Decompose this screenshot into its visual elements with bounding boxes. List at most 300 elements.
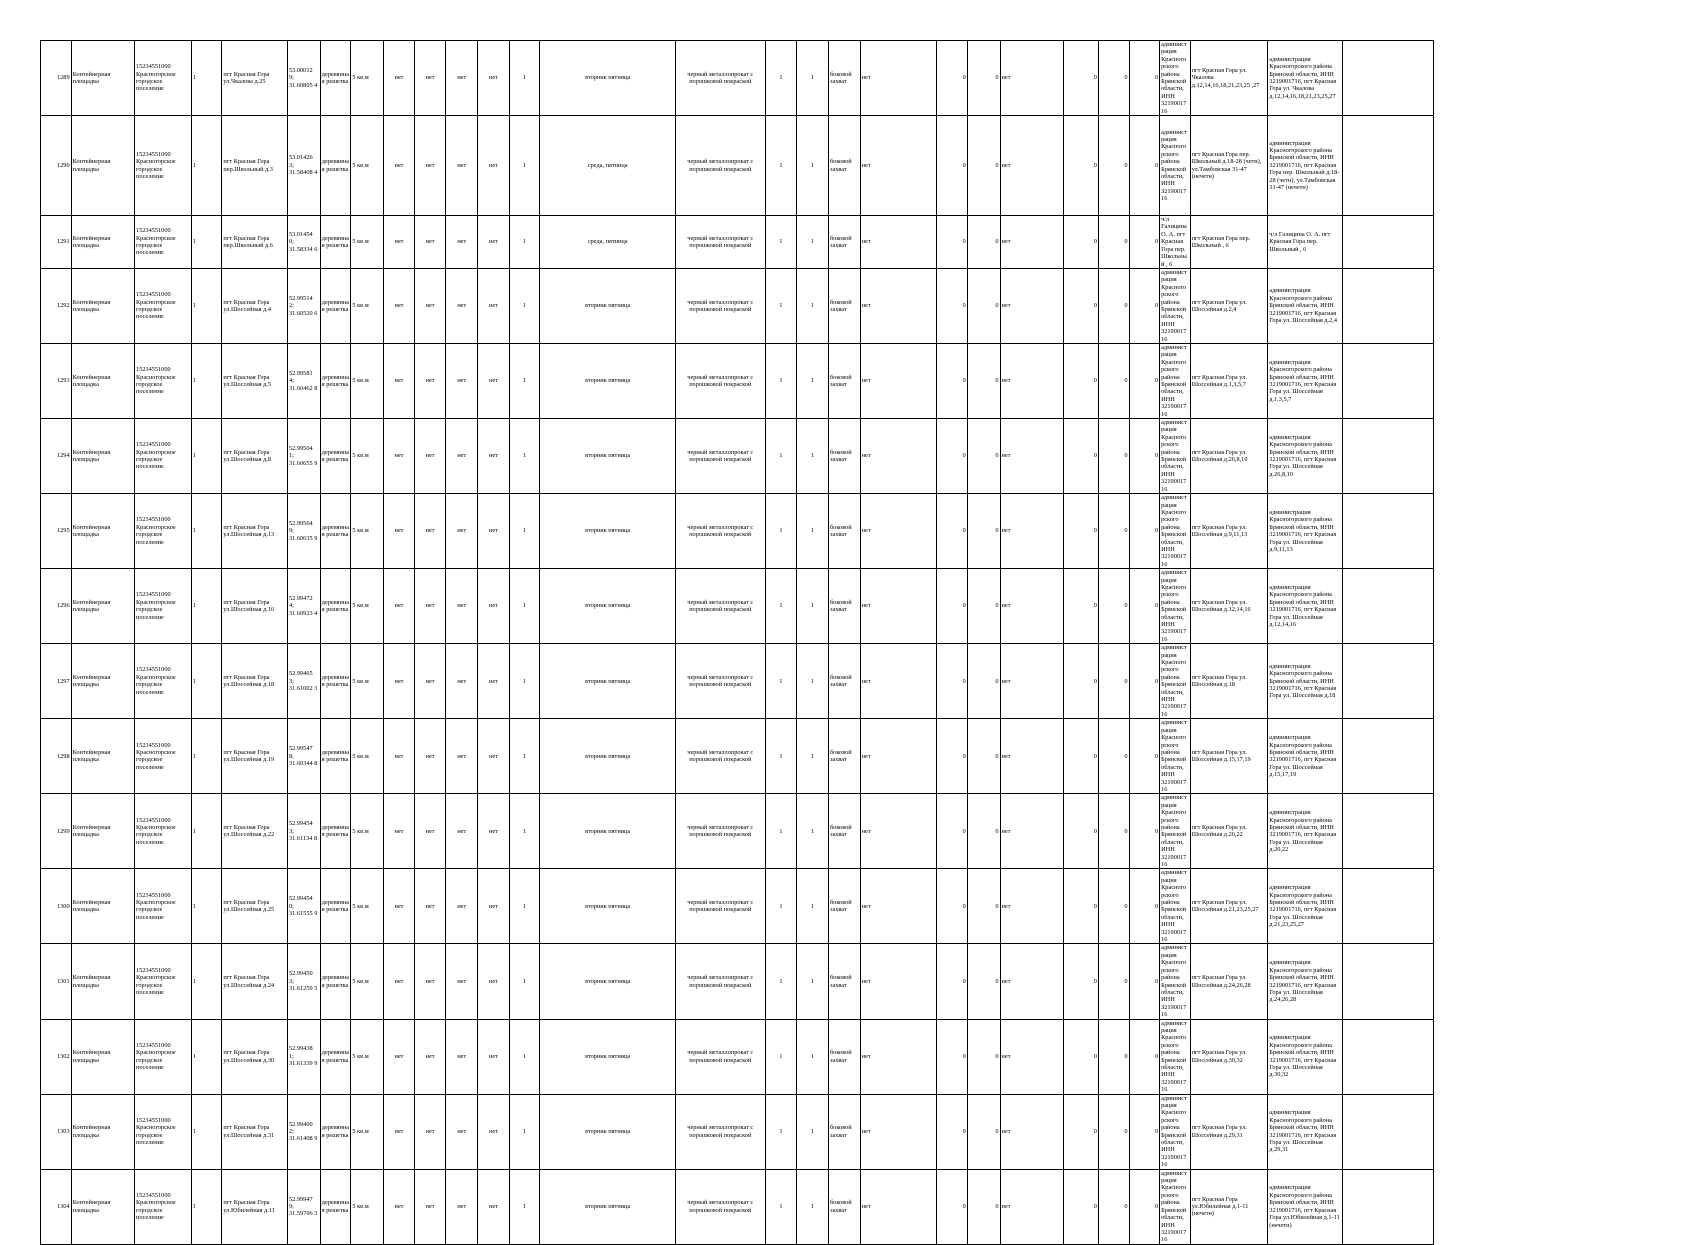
cell-src: пгт Красная Гора ул. Шоссейная д.29,31 — [1190, 1094, 1268, 1169]
cell-v1: 1 — [765, 944, 797, 1019]
cell-owner: администрация Красногорского района Брянской области, ИНН 3219001716 — [1160, 494, 1191, 569]
cell-type: Контейнерная площадка — [71, 216, 134, 269]
cell-z4: 0 — [1098, 116, 1129, 216]
cell-z3: 0 — [1063, 494, 1098, 569]
cell-addr: пгт Красная Гора пер.Школьный д.6 — [222, 216, 288, 269]
cell-v2: 1 — [797, 343, 829, 418]
cell-spacer — [1342, 343, 1434, 418]
cell-coord: 52.99547 8; 31.60344 8 — [288, 719, 321, 794]
cell-num: 1299 — [41, 794, 72, 869]
cell-z5: 0 — [1129, 794, 1160, 869]
cell-n1: нет — [384, 268, 415, 343]
cell-oktmo: 15234551000 Красногорское городское поселение — [134, 1169, 191, 1244]
cell-num: 1300 — [41, 869, 72, 944]
cell-z2: 0 — [967, 1019, 1000, 1094]
table-row — [41, 869, 1437, 944]
cell-area: 5 кв.м — [351, 644, 384, 719]
cell-cnt: 1 — [509, 644, 540, 719]
cell-area: 5 кв.м — [351, 944, 384, 1019]
table-row — [41, 216, 1437, 269]
cell-v2: 1 — [797, 216, 829, 269]
cell-n2: нет — [414, 869, 446, 944]
cell-load: боковой захват — [828, 1094, 860, 1169]
cell-z1: 0 — [937, 869, 968, 944]
cell-n2: нет — [414, 944, 446, 1019]
cell-oktmo: 15234551000 Красногорское городское поселение — [134, 343, 191, 418]
cell-coord: 52.99400 2; 31.61408 9 — [288, 1094, 321, 1169]
cell-n2: нет — [414, 569, 446, 644]
cell-z1: 0 — [937, 494, 968, 569]
cell-coord: 52.99465 3; 31.61002 3 — [288, 644, 321, 719]
cell-q1: нет — [860, 569, 937, 644]
cell-num: 1302 — [41, 1019, 72, 1094]
cell-spacer — [1342, 944, 1434, 1019]
cell-type: Контейнерная площадка — [71, 116, 134, 216]
cell-coord: 53.00012 9; 31.60805 4 — [288, 41, 321, 116]
cell-num: 1297 — [41, 644, 72, 719]
cell-cover: деревянна я решетка — [320, 869, 351, 944]
cell-spacer — [1342, 719, 1434, 794]
cell-c4: 1 — [191, 343, 222, 418]
cell-coord: 52.99438 1; 31.61339 9 — [288, 1019, 321, 1094]
cell-z1: 0 — [937, 719, 968, 794]
cell-days: вторник пятница — [540, 944, 676, 1019]
cell-load: боковой захват — [828, 41, 860, 116]
cell-cnt: 1 — [509, 116, 540, 216]
cell-type: Контейнерная площадка — [71, 41, 134, 116]
cell-cont: черный металлопрокат с порошковой покраской — [675, 268, 765, 343]
cell-addr: пгт Красная Гора ул.Шоссейная д.4 — [222, 268, 288, 343]
cell-c4: 1 — [191, 1169, 222, 1244]
cell-v2: 1 — [797, 1169, 829, 1244]
table-row — [41, 794, 1437, 869]
cell-q2: нет — [1000, 494, 1063, 569]
cell-days: вторник пятница — [540, 41, 676, 116]
cell-spacer — [1342, 268, 1434, 343]
cell-n1: нет — [384, 569, 415, 644]
cell-oktmo: 15234551000 Красногорское городское поселение — [134, 268, 191, 343]
cell-cnt: 1 — [509, 1094, 540, 1169]
cell-q1: нет — [860, 719, 937, 794]
cell-cont: черный металлопрокат с порошковой покраской — [675, 944, 765, 1019]
cell-z1: 0 — [937, 216, 968, 269]
cell-n2: нет — [414, 644, 446, 719]
cell-days: вторник пятница — [540, 1094, 676, 1169]
cell-n3: нет — [446, 719, 478, 794]
cell-n3: нет — [446, 1169, 478, 1244]
cell-v1: 1 — [765, 343, 797, 418]
cell-num: 1290 — [41, 116, 72, 216]
cell-full: администрация Красногорского района Брянской области, ИНН 3219001716, пгт Красная Гора ул. Шоссейная д.2,4 — [1268, 268, 1342, 343]
cell-q2: нет — [1000, 1169, 1063, 1244]
cell-z5: 0 — [1129, 1019, 1160, 1094]
cell-z3: 0 — [1063, 944, 1098, 1019]
cell-full: администрация Красногорского района Брянской области, ИНН 3219001716, пгт Красная Гора ул. Шоссейная д.15,17,19 — [1268, 719, 1342, 794]
cell-cover: деревянна я решетка — [320, 343, 351, 418]
cell-area: 5 кв.м — [351, 343, 384, 418]
cell-area: 5 кв.м — [351, 569, 384, 644]
table-row — [41, 419, 1437, 494]
cell-c4: 1 — [191, 644, 222, 719]
cell-cont: черный металлопрокат с порошковой покраской — [675, 1169, 765, 1244]
cell-z4: 0 — [1098, 494, 1129, 569]
cell-z4: 0 — [1098, 419, 1129, 494]
cell-q2: нет — [1000, 116, 1063, 216]
cell-area: 5 кв.м — [351, 268, 384, 343]
cell-cont: черный металлопрокат с порошковой покраской — [675, 494, 765, 569]
cell-v2: 1 — [797, 1019, 829, 1094]
cell-z3: 0 — [1063, 794, 1098, 869]
cell-v1: 1 — [765, 494, 797, 569]
cell-cnt: 1 — [509, 1169, 540, 1244]
cell-src: пгт Красная Гора ул.Юбилейная д.1-11 (нечетн) — [1190, 1169, 1268, 1244]
cell-n3: нет — [446, 41, 478, 116]
cell-q2: нет — [1000, 41, 1063, 116]
cell-v1: 1 — [765, 41, 797, 116]
cell-load: боковой захват — [828, 494, 860, 569]
cell-v2: 1 — [797, 644, 829, 719]
cell-owner: администрация Красногорского района Брянской области, ИНН 3219001716 — [1160, 268, 1191, 343]
cell-n3: нет — [446, 116, 478, 216]
cell-spacer — [1342, 794, 1434, 869]
cell-q1: нет — [860, 644, 937, 719]
cell-load: боковой захват — [828, 1169, 860, 1244]
cell-n1: нет — [384, 794, 415, 869]
table-row — [41, 1169, 1437, 1244]
cell-v1: 1 — [765, 794, 797, 869]
cell-oktmo: 15234551000 Красногорское городское поселение — [134, 644, 191, 719]
cell-z2: 0 — [967, 116, 1000, 216]
cell-v2: 1 — [797, 569, 829, 644]
cell-days: вторник пятница — [540, 569, 676, 644]
cell-v1: 1 — [765, 1169, 797, 1244]
cell-oktmo: 15234551000 Красногорское городское поселение — [134, 944, 191, 1019]
cell-full: администрация Красногорского района Брянской области, ИНН 3219001716, пгт Красная Гора ул. Шоссейная д.26,8,10 — [1268, 419, 1342, 494]
cell-area: 5 кв.м — [351, 1169, 384, 1244]
cell-load: боковой захват — [828, 944, 860, 1019]
cell-cover: деревянна я решетка — [320, 41, 351, 116]
cell-z5: 0 — [1129, 569, 1160, 644]
cell-n2: нет — [414, 419, 446, 494]
cell-coord: 52.99472 4; 31.60923 4 — [288, 569, 321, 644]
cell-n4: нет — [478, 216, 510, 269]
cell-z4: 0 — [1098, 944, 1129, 1019]
cell-cont: черный металлопрокат с порошковой покраской — [675, 343, 765, 418]
cell-cnt: 1 — [509, 216, 540, 269]
cell-src: пгт Красная Гора ул. Шоссейная д.18 — [1190, 644, 1268, 719]
table-row — [41, 569, 1437, 644]
cell-addr: пгт Красная Гора пер.Школьный д.3 — [222, 116, 288, 216]
cell-n4: нет — [478, 268, 510, 343]
cell-owner: администрация Красногорского района Брянской области, ИНН 3219001716 — [1160, 644, 1191, 719]
table-row — [41, 494, 1437, 569]
cell-cover: деревянна я решетка — [320, 268, 351, 343]
cell-coord: 52.99450 3; 31.61259 5 — [288, 944, 321, 1019]
cell-full: администрация Красногорского района Брянской области, ИНН 3219001716, пгт Красная Гора ул. Шоссейная д.24,26,28 — [1268, 944, 1342, 1019]
cell-n2: нет — [414, 1019, 446, 1094]
cell-z2: 0 — [967, 343, 1000, 418]
cell-addr: пгт Красная Гора ул.Чкалова д.25 — [222, 41, 288, 116]
cell-z5: 0 — [1129, 41, 1160, 116]
cell-src: пгт Красная Гора ул. Шоссейная д.24,26,28 — [1190, 944, 1268, 1019]
cell-n2: нет — [414, 216, 446, 269]
cell-cover: деревянна я решетка — [320, 794, 351, 869]
cell-c4: 1 — [191, 116, 222, 216]
cell-v1: 1 — [765, 268, 797, 343]
cell-z1: 0 — [937, 944, 968, 1019]
cell-q1: нет — [860, 869, 937, 944]
cell-addr: пгт Красная Гора ул.Шоссейная д.8 — [222, 419, 288, 494]
cell-n3: нет — [446, 216, 478, 269]
cell-type: Контейнерная площадка — [71, 569, 134, 644]
cell-type: Контейнерная площадка — [71, 1019, 134, 1094]
cell-v2: 1 — [797, 869, 829, 944]
cell-z1: 0 — [937, 268, 968, 343]
cell-spacer — [1342, 1169, 1434, 1244]
cell-n4: нет — [478, 41, 510, 116]
cell-n1: нет — [384, 419, 415, 494]
cell-days: вторник пятница — [540, 419, 676, 494]
cell-oktmo: 15234551000 Красногорское городское поселение — [134, 719, 191, 794]
cell-n2: нет — [414, 116, 446, 216]
cell-q2: нет — [1000, 869, 1063, 944]
cell-q1: нет — [860, 1169, 937, 1244]
cell-type: Контейнерная площадка — [71, 869, 134, 944]
cell-z3: 0 — [1063, 41, 1098, 116]
cell-src: пгт Красная Гора ул. Шоссейная д.12,14,16 — [1190, 569, 1268, 644]
cell-n2: нет — [414, 794, 446, 869]
cell-n3: нет — [446, 494, 478, 569]
cell-v2: 1 — [797, 268, 829, 343]
table-row — [41, 644, 1437, 719]
cell-q1: нет — [860, 116, 937, 216]
cell-z3: 0 — [1063, 1094, 1098, 1169]
cell-owner: администрация Красногорского района Брянской области, ИНН 3219001716 — [1160, 1019, 1191, 1094]
cell-q2: нет — [1000, 216, 1063, 269]
cell-num: 1289 — [41, 41, 72, 116]
cell-z3: 0 — [1063, 644, 1098, 719]
cell-q2: нет — [1000, 719, 1063, 794]
cell-q1: нет — [860, 1094, 937, 1169]
cell-oktmo: 15234551000 Красногорское городское поселение — [134, 869, 191, 944]
cell-cont: черный металлопрокат с порошковой покраской — [675, 419, 765, 494]
cell-days: среда, пятница — [540, 116, 676, 216]
cell-q1: нет — [860, 41, 937, 116]
cell-area: 5 кв.м — [351, 41, 384, 116]
cell-z3: 0 — [1063, 1019, 1098, 1094]
cell-coord: 52.99514 2; 31.60520 6 — [288, 268, 321, 343]
cell-c4: 1 — [191, 419, 222, 494]
cell-z1: 0 — [937, 1019, 968, 1094]
cell-n4: нет — [478, 944, 510, 1019]
cell-addr: пгт Красная Гора ул.Шоссейная д.16 — [222, 569, 288, 644]
cell-z5: 0 — [1129, 719, 1160, 794]
cell-type: Контейнерная площадка — [71, 719, 134, 794]
cell-c4: 1 — [191, 494, 222, 569]
cell-n2: нет — [414, 1169, 446, 1244]
cell-n1: нет — [384, 494, 415, 569]
cell-q1: нет — [860, 419, 937, 494]
cell-q1: нет — [860, 944, 937, 1019]
cell-coord: 52.99564 9; 31.60635 9 — [288, 494, 321, 569]
cell-z4: 0 — [1098, 268, 1129, 343]
cell-v1: 1 — [765, 216, 797, 269]
cell-cover: деревянна я решетка — [320, 944, 351, 1019]
cell-n3: нет — [446, 419, 478, 494]
cell-z4: 0 — [1098, 41, 1129, 116]
cell-c4: 1 — [191, 268, 222, 343]
cell-n3: нет — [446, 644, 478, 719]
cell-n4: нет — [478, 494, 510, 569]
cell-src: пгт Красная Гора ул. Шоссейная д.2,4 — [1190, 268, 1268, 343]
cell-v1: 1 — [765, 569, 797, 644]
cell-type: Контейнерная площадка — [71, 419, 134, 494]
table-row — [41, 1094, 1437, 1169]
cell-days: вторник пятница — [540, 1169, 676, 1244]
cell-cover: деревянна я решетка — [320, 1169, 351, 1244]
cell-spacer — [1342, 494, 1434, 569]
cell-z5: 0 — [1129, 116, 1160, 216]
cell-area: 5 кв.м — [351, 494, 384, 569]
cell-area: 5 кв.м — [351, 794, 384, 869]
cell-num: 1292 — [41, 268, 72, 343]
cell-owner: администрация Красногорского района Брянской области, ИНН 3219001716 — [1160, 41, 1191, 116]
cell-type: Контейнерная площадка — [71, 944, 134, 1019]
cell-q2: нет — [1000, 794, 1063, 869]
cell-src: пгт Красная Гора ул. Шоссейная д.9,11,13 — [1190, 494, 1268, 569]
cell-z2: 0 — [967, 1169, 1000, 1244]
cell-days: среда, пятница — [540, 216, 676, 269]
cell-n1: нет — [384, 869, 415, 944]
cell-n2: нет — [414, 494, 446, 569]
cell-days: вторник пятница — [540, 719, 676, 794]
cell-type: Контейнерная площадка — [71, 794, 134, 869]
cell-oktmo: 15234551000 Красногорское городское поселение — [134, 116, 191, 216]
cell-c4: 1 — [191, 1094, 222, 1169]
cell-z3: 0 — [1063, 569, 1098, 644]
cell-n4: нет — [478, 116, 510, 216]
cell-z1: 0 — [937, 1169, 968, 1244]
cell-cnt: 1 — [509, 719, 540, 794]
cell-n3: нет — [446, 268, 478, 343]
cell-n3: нет — [446, 1094, 478, 1169]
cell-type: Контейнерная площадка — [71, 268, 134, 343]
cell-coord: 52.99454 0; 31.61555 9 — [288, 869, 321, 944]
cell-cont: черный металлопрокат с порошковой покраской — [675, 569, 765, 644]
cell-days: вторник пятница — [540, 869, 676, 944]
cell-q2: нет — [1000, 644, 1063, 719]
cell-c4: 1 — [191, 569, 222, 644]
cell-cover: деревянна я решетка — [320, 419, 351, 494]
cell-z3: 0 — [1063, 869, 1098, 944]
cell-load: боковой захват — [828, 343, 860, 418]
cell-cont: черный металлопрокат с порошковой покраской — [675, 216, 765, 269]
cell-v1: 1 — [765, 419, 797, 494]
cell-cnt: 1 — [509, 343, 540, 418]
cell-c4: 1 — [191, 719, 222, 794]
cell-cover: деревянна я решетка — [320, 644, 351, 719]
cell-q1: нет — [860, 494, 937, 569]
table-row — [41, 41, 1437, 116]
cell-spacer — [1342, 216, 1434, 269]
cell-n1: нет — [384, 41, 415, 116]
cell-z3: 0 — [1063, 419, 1098, 494]
cell-load: боковой захват — [828, 869, 860, 944]
cell-cont: черный металлопрокат с порошковой покраской — [675, 116, 765, 216]
cell-z2: 0 — [967, 794, 1000, 869]
cell-spacer — [1342, 644, 1434, 719]
cell-cnt: 1 — [509, 41, 540, 116]
registry-table — [40, 40, 1437, 1245]
cell-area: 5 кв.м — [351, 419, 384, 494]
cell-z4: 0 — [1098, 644, 1129, 719]
cell-z4: 0 — [1098, 343, 1129, 418]
cell-cont: черный металлопрокат с порошковой покраской — [675, 644, 765, 719]
cell-owner: администрация Красногорского района Брянской области, ИНН 3219001716 — [1160, 719, 1191, 794]
cell-v2: 1 — [797, 494, 829, 569]
cell-load: боковой захват — [828, 268, 860, 343]
cell-z3: 0 — [1063, 1169, 1098, 1244]
cell-addr: пгт Красная Гора ул.Шоссейная д.30 — [222, 1019, 288, 1094]
cell-coord: 52.99504 1; 31.60655 9 — [288, 419, 321, 494]
cell-v2: 1 — [797, 719, 829, 794]
cell-cnt: 1 — [509, 494, 540, 569]
cell-area: 5 кв.м — [351, 116, 384, 216]
cell-c4: 1 — [191, 869, 222, 944]
cell-z2: 0 — [967, 719, 1000, 794]
cell-z2: 0 — [967, 1094, 1000, 1169]
cell-src: пгт Красная Гора ул. Шоссейная д.26,8,10 — [1190, 419, 1268, 494]
cell-z2: 0 — [967, 869, 1000, 944]
cell-days: вторник пятница — [540, 268, 676, 343]
cell-z2: 0 — [967, 216, 1000, 269]
cell-z3: 0 — [1063, 216, 1098, 269]
cell-cover: деревянна я решетка — [320, 494, 351, 569]
cell-oktmo: 15234551000 Красногорское городское поселение — [134, 569, 191, 644]
cell-owner: администрация Красногорского района Брянской области, ИНН 3219001716 — [1160, 794, 1191, 869]
cell-days: вторник пятница — [540, 1019, 676, 1094]
cell-z1: 0 — [937, 41, 968, 116]
cell-q2: нет — [1000, 343, 1063, 418]
cell-area: 5 кв.м — [351, 869, 384, 944]
cell-addr: пгт Красная Гора ул.Шоссейная д.5 — [222, 343, 288, 418]
cell-full: администрация Красногорского района Брянской области, ИНН 3219001716, пгт Красная Гора ул. Шоссейная д.9,11,13 — [1268, 494, 1342, 569]
cell-area: 5 кв.м — [351, 1094, 384, 1169]
cell-z1: 0 — [937, 1094, 968, 1169]
cell-z4: 0 — [1098, 719, 1129, 794]
cell-n4: нет — [478, 569, 510, 644]
cell-cover: деревянна я решетка — [320, 1094, 351, 1169]
cell-oktmo: 15234551000 Красногорское городское поселение — [134, 419, 191, 494]
table-body — [41, 41, 1437, 1245]
cell-num: 1293 — [41, 343, 72, 418]
cell-z5: 0 — [1129, 944, 1160, 1019]
cell-q2: нет — [1000, 419, 1063, 494]
cell-c4: 1 — [191, 41, 222, 116]
cell-z5: 0 — [1129, 419, 1160, 494]
cell-c4: 1 — [191, 794, 222, 869]
cell-z1: 0 — [937, 343, 968, 418]
cell-load: боковой захват — [828, 1019, 860, 1094]
cell-v1: 1 — [765, 719, 797, 794]
cell-oktmo: 15234551000 Красногорское городское поселение — [134, 1094, 191, 1169]
cell-n2: нет — [414, 1094, 446, 1169]
cell-q2: нет — [1000, 1019, 1063, 1094]
table-row — [41, 116, 1437, 216]
cell-cover: деревянна я решетка — [320, 719, 351, 794]
cell-full: администрация Красногорского района Брянской области, ИНН 3219001716, пгт Красная Гора ул. Шоссейная д.21,23,25,27 — [1268, 869, 1342, 944]
cell-z4: 0 — [1098, 569, 1129, 644]
